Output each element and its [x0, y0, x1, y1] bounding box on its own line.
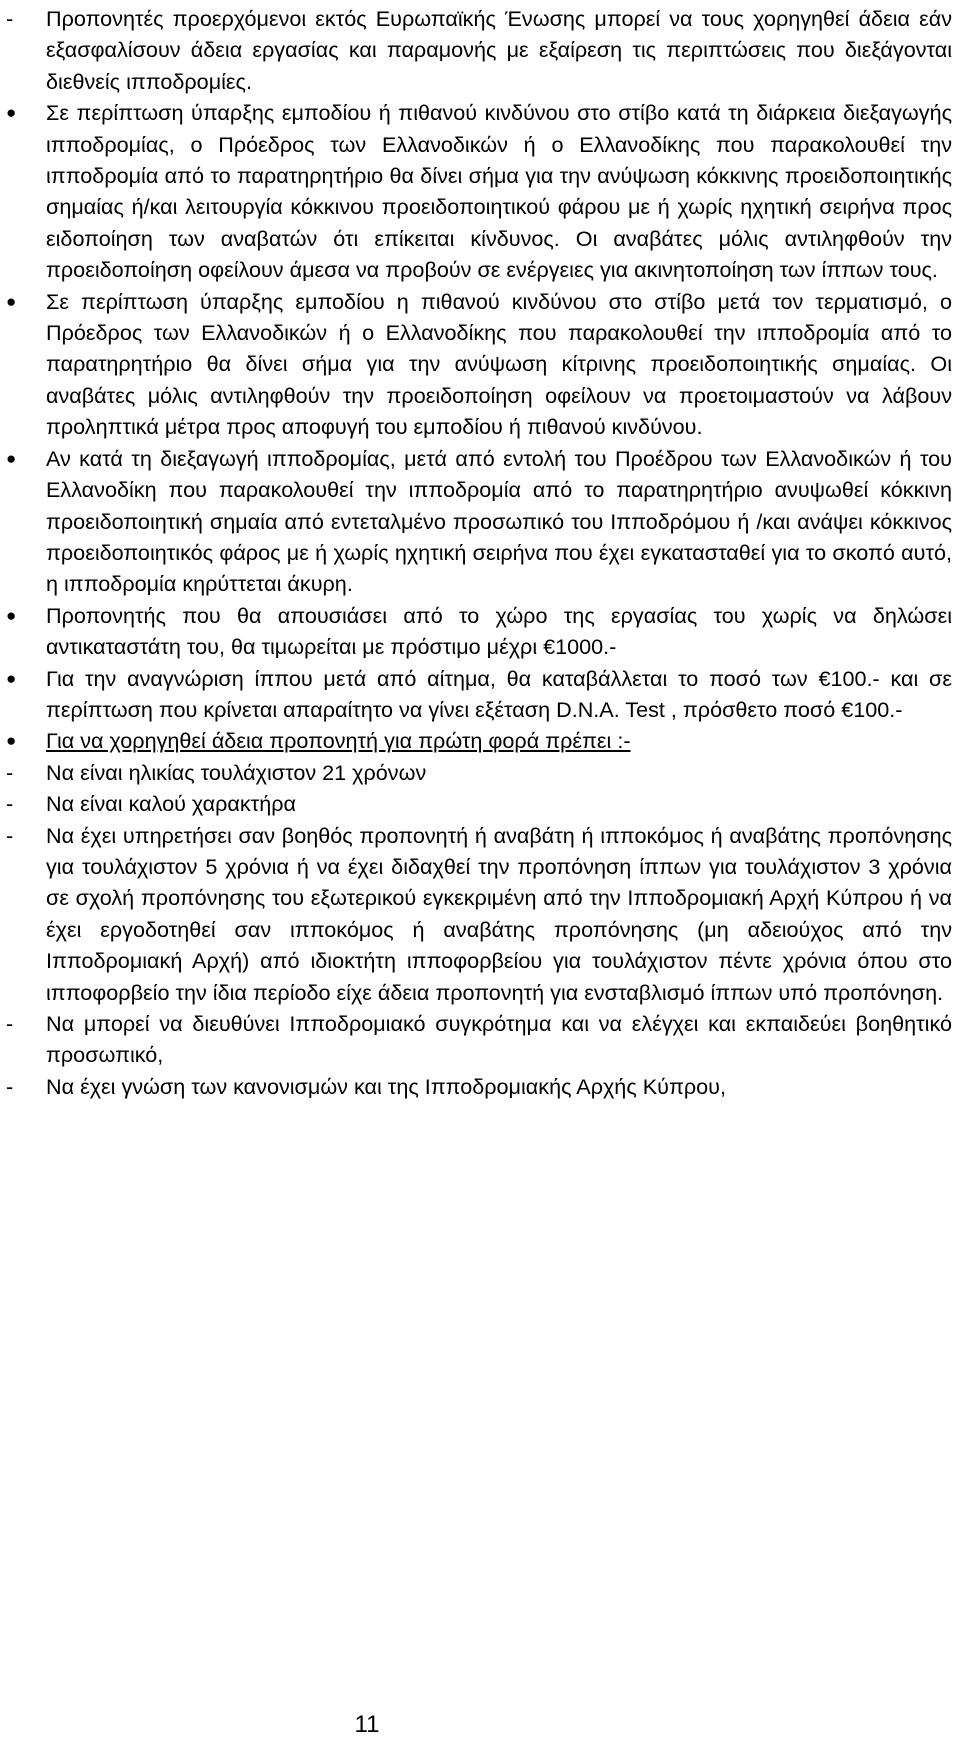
dash-marker: -: [6, 791, 14, 817]
list-item: [6, 725, 952, 756]
bullet-icon: ●: [6, 668, 17, 688]
list-item-text: Να έχει γνώση των κανονισμών και της Ιπποδρομιακής Αρχής Κύπρου,: [46, 1073, 726, 1099]
bullet-icon: ●: [6, 291, 17, 311]
list-item: [6, 286, 952, 443]
list-item: [6, 788, 952, 819]
bullet-icon: ●: [6, 103, 17, 123]
requirements-heading: Για να χορηγηθεί άδεια προπονητή για πρώτη φορά πρέπει :-: [46, 728, 631, 754]
list-item: [6, 97, 952, 285]
list-item-text: Να έχει υπηρετήσει σαν βοηθός προπονητή ή αναβάτη ή ιπποκόμος ή αναβάτης προπόνησης για τουλάχιστον 5 χρόνια ή να έχει διδαχθεί την προπόνηση ίππων για τουλάχιστον 3 χρόνια σε σχολή προπόνησης του εξωτερικού εγκεκριμένη από την Ιπποδρομιακή Αρχή Κύπρου ή να έχει εργοδοτηθεί σαν ιπποκόμος ή αναβάτης προπόνησης (μη αδειούχος από την Ιπποδρομιακή Αρχή) από ιδιοκτήτη ιπποφορβείου για τουλάχιστον πέντε χρόνια όπου στο ιπποφορβείο την ίδια περίοδο είχε άδεια προπονητή για ενσταβλισμό ίππων υπό προπόνηση.: [46, 822, 952, 1005]
list-item: [6, 3, 952, 97]
list-item: [6, 1071, 952, 1102]
list-item: [6, 820, 952, 1008]
bullet-icon: ●: [6, 448, 17, 468]
dash-marker: -: [6, 822, 14, 848]
list-item: [6, 1008, 952, 1071]
list-item: [6, 600, 952, 663]
page-number-text: 11: [354, 1711, 380, 1738]
list-item-text: Να είναι καλού χαρακτήρα: [46, 791, 296, 817]
dash-marker: -: [6, 1011, 14, 1036]
dash-marker: -: [6, 759, 14, 785]
list-item-text: Προπονητής που θα απουσιάσει από το χώρο της εργασίας του χωρίς να δηλώσει αντικαταστάτη του, θα τιμωρείται με πρόστιμο μέχρι €1000.-: [46, 602, 952, 660]
dash-marker: -: [6, 1073, 14, 1099]
bullet-icon: ●: [6, 731, 17, 751]
list-item-text: Να είναι ηλικίας τουλάχιστον 21 χρόνων: [46, 759, 427, 785]
page-number: [0, 1710, 960, 1740]
list-item-text: Αν κατά τη διεξαγωγή ιπποδρομίας, μετά από εντολή του Προέδρου των Ελλανοδικών ή του Ελλανοδίκη που παρακολουθεί την ιπποδρομία από το παρατηρητήριο ανυψωθεί κόκκινη προειδοποιητική σημαία από εντεταλμένο προσωπικό του Ιπποδρόμου ή /και ανάψει κόκκινος προειδοποιητικός φάρος με ή χωρίς ηχητική σειρήνα που έχει εγκατασταθεί για το σκοπό αυτό, η ιπποδρομία κηρύττεται άκυρη.: [46, 445, 952, 597]
list-item: [6, 443, 952, 600]
list-item-text: Να μπορεί να διευθύνει Ιπποδρομιακό συγκρότημα και να ελέγχει και εκπαιδεύει βοηθητικό προσωπικό,: [46, 1011, 952, 1068]
list-item: [6, 757, 952, 788]
list-item-text: Για την αναγνώριση ίππου μετά από αίτημα, θα καταβάλλεται το ποσό των €100.- και σε περίπτωση που κρίνεται απαραίτητο να γίνει εξέταση D.N.A. Test , πρόσθετο ποσό €100.-: [46, 665, 952, 722]
list-item: [6, 663, 952, 726]
list-item-text: Σε περίπτωση ύπαρξης εμποδίου η πιθανού κινδύνου στο στίβο μετά τον τερματισμό, ο Πρόεδρος των Ελλανοδικών ή ο Ελλανοδίκης που παρακολουθεί την ιπποδρομία από το παρατηρητήριο θα δίνει σήμα για την ανύψωση κίτρινης προειδοποιητικής σημαίας. Οι αναβάτες μόλις αντιληφθούν την προειδοποίηση οφείλουν να προετοιμαστούν να λάβουν προληπτικά μέτρα προς αποφυγή του εμποδίου ή πιθανού κινδύνου.: [46, 288, 952, 440]
bullet-icon: ●: [6, 605, 17, 625]
list-item-text: Προπονητές προερχόμενοι εκτός Ευρωπαϊκής Ένωσης μπορεί να τους χορηγηθεί άδεια εάν εξασφαλίσουν άδεια εργασίας και παραμονής με εξαίρεση τις περιπτώσεις που διεξάγονται διεθνείς ιπποδρομίες.: [46, 6, 952, 94]
list-item-text: Σε περίπτωση ύπαρξης εμποδίου ή πιθανού κινδύνου στο στίβο κατά τη διάρκεια διεξαγωγής ιπποδρομίας, ο Πρόεδρος των Ελλανοδικών ή ο Ελλανοδίκης που παρακολουθεί την ιπποδρομία από το παρατηρητήριο θα δίνει σήμα για την ανύψωση κόκκινης προειδοποιητικής σημαίας ή/και λειτουργία κόκκινου προειδοποιητικού φάρου με ή χωρίς ηχητική σειρήνα προς ειδοποίηση των αναβατών ότι επίκειται κίνδυνος. Οι αναβάτες μόλις αντιληφθούν την προειδοποίηση οφείλουν άμεσα να προβούν σε ενέργειες για ακινητοποίηση των ίππων τους.: [46, 100, 952, 283]
dash-marker: -: [6, 6, 14, 31]
document-body: [6, 3, 952, 1102]
